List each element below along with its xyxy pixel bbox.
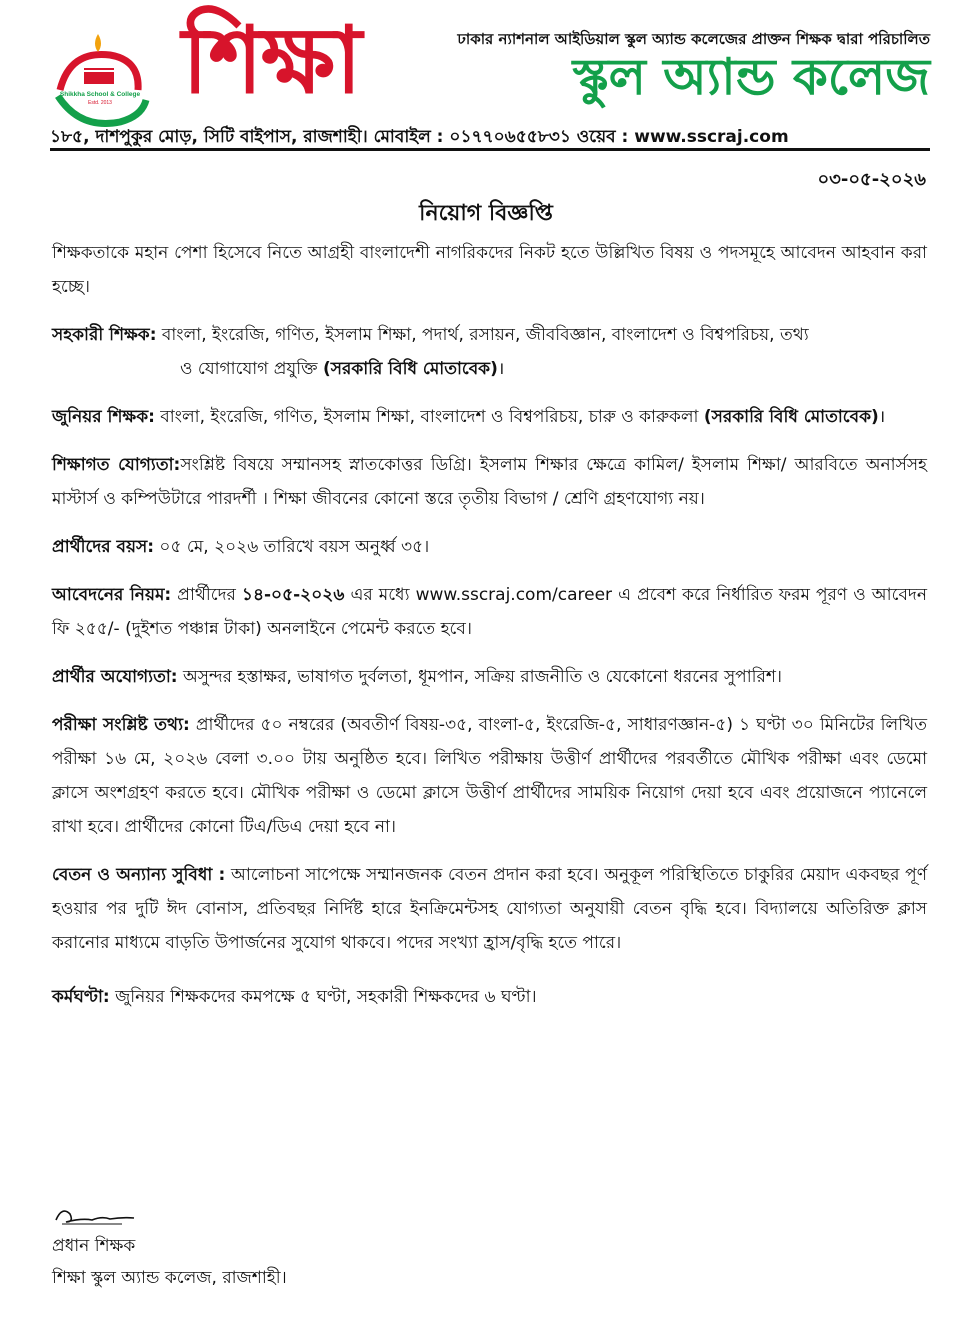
brand-subtitle: স্কুল অ্যান্ড কলেজ [572, 48, 930, 106]
intro-paragraph: শিক্ষকতাকে মহান পেশা হিসেবে নিতে আগ্রহী বাংলাদেশী নাগরিকদের নিকট হতে উল্লিখিত বিষয় ও পদসমূহে আবেদন আহবান করা হচ্ছে। [52, 243, 927, 297]
section-label: প্রার্থীর অযোগ্যতা: [52, 667, 178, 687]
qualification-section [52, 448, 927, 516]
signatory-institution: শিক্ষা স্কুল অ্যান্ড কলেজ, রাজশাহী। [52, 1268, 287, 1288]
assistant-teacher-section [52, 318, 927, 386]
signatory-designation: প্রধান শিক্ষক [52, 1236, 136, 1256]
section-text: জুনিয়র শিক্ষকদের কমপক্ষে ৫ ঘণ্টা, সহকারী শিক্ষকদের ৬ ঘণ্টা। [109, 987, 537, 1007]
application-section [52, 578, 927, 646]
section-text: আলোচনা সাপেক্ষে সম্মানজনক বেতন প্রদান করা হবে। অনুকূল পরিস্থিতিতে চাকুরির মেয়াদ একবছর পূর্ণ হওয়ার পর দুটি ঈদ বোনাস, প্রতিবছর নির্দিষ্ট হারে ইনক্রিমেন্টসহ যোগ্যতা অনুযায়ী বেতন বৃদ্ধি হবে। বিদ্যালয়ে অতিরিক্ত ক্লাস করানোর মাধ্যমে বাড়তি উপার্জনের সুযোগ থাকবে। পদের সংখ্যা হ্রাস/বৃদ্ধি হতে পারে। [52, 865, 927, 953]
section-text: বাংলা, ইংরেজি, গণিত, ইসলাম শিক্ষা, বাংলাদেশ ও বিশ্বপরিচয়, চারু ও কারুকলা [154, 407, 704, 427]
section-label: সহকারী শিক্ষক: [52, 325, 157, 345]
notice-title: নিয়োগ বিজ্ঞপ্তি [419, 201, 553, 226]
disqualification-section [52, 660, 927, 694]
notice-date: ০৩-০৫-২০২৬ [817, 169, 926, 190]
section-label: জুনিয়র শিক্ষক: [52, 407, 155, 427]
junior-teacher-section [52, 400, 927, 434]
section-text: ও যোগাযোগ প্রযুক্তি [180, 359, 323, 379]
section-text: প্রার্থীদের [171, 585, 242, 605]
logo-est: Estd. 2013 [88, 100, 112, 106]
section-text: এ প্রবেশ করে নির্ধারিত ফরম পূরণ ও আবেদন ফি ২৫৫/- (দুইশত পঞ্চান্ন টাকা) অনলাইনে পেমেন্ট করতে হবে। [52, 585, 927, 639]
section-label: প্রার্থীদের বয়স: [52, 537, 155, 557]
notice-body [52, 236, 927, 1028]
signature-mark [52, 1200, 142, 1230]
age-section [52, 530, 927, 564]
deadline-date: ১৪-০৫-২০২৬ [241, 585, 345, 605]
exam-section [52, 708, 927, 844]
brand-tagline: ঢাকার ন্যাশনাল আইডিয়াল স্কুল অ্যান্ড কলেজের প্রাক্তন শিক্ষক দ্বারা পরিচালিত [457, 30, 930, 48]
section-end: । [878, 407, 886, 427]
govt-rule-note: (সরকারি বিধি মোতাবেক) [703, 407, 879, 427]
section-text: সংশ্লিষ্ট বিষয়ে সম্মানসহ স্নাতকোত্তর ডিগ্রি। ইসলাম শিক্ষার ক্ষেত্রে কামিল/ ইসলাম শিক্ষা/ আরবিতে অনার্সসহ মাস্টার্স ও কম্পিউটারে পারদর্শী । শিক্ষা জীবনের কোনো স্তরে তৃতীয় বিভাগ / শ্রেণি গ্রহণযোগ্য নয়। [52, 455, 927, 509]
header-divider [50, 148, 930, 151]
section-label: শিক্ষাগত যোগ্যতা: [52, 455, 181, 475]
section-text: অসুন্দর হস্তাক্ষর, ভাষাগত দুর্বলতা, ধূমপান, সক্রিয় রাজনীতি ও যেকোনো ধরনের সুপারিশ। [177, 667, 782, 687]
working-hours-section [52, 980, 927, 1014]
signature-block [52, 1200, 287, 1294]
section-text: প্রার্থীদের ৫০ নম্বরের (অবতীর্ণ বিষয়-৩৫, বাংলা-৫, ইংরেজি-৫, সাধারণজ্ঞান-৫) ১ ঘণ্টা ৩০ মিনিটের লিখিত পরীক্ষা ১৬ মে, ২০২৬ বেলা ৩.০০ টায় অনুষ্ঠিত হবে। লিখিত পরীক্ষায় উত্তীর্ণ প্রার্থীদের পরবর্তীতে মৌখিক পরীক্ষা এবং ডেমো ক্লাসে অংশগ্রহণ করতে হবে। মৌখিক পরীক্ষা ও ডেমো ক্লাসে উত্তীর্ণ প্রার্থীদের সাময়িক নিয়োগ দেয়া হবে এবং প্রয়োজনে প্যানেলে রাখা হবে। প্রার্থীদের কোনো টিএ/ডিএ দেয়া হবে না। [52, 715, 927, 837]
section-label: বেতন ও অন্যান্য সুবিধা : [52, 865, 226, 885]
section-label: পরীক্ষা সংশ্লিষ্ট তথ্য: [52, 715, 190, 735]
govt-rule-note: (সরকারি বিধি মোতাবেক) [322, 359, 498, 379]
logo-text: Shikkha School & College [59, 91, 141, 98]
section-text: বাংলা, ইংরেজি, গণিত, ইসলাম শিক্ষা, পদার্থ, রসায়ন, জীববিজ্ঞান, বাংলাদেশ ও বিশ্বপরিচয়, তথ্য [156, 325, 809, 345]
salary-section [52, 858, 927, 960]
letterhead [50, 6, 930, 154]
section-text: ০৫ মে, ২০২৬ তারিখে বয়স অনুর্ধ্ব ৩৫। [154, 537, 430, 557]
career-url-link[interactable]: www.sscraj.com/career [415, 585, 613, 605]
contact-line: ১৮৫, দাশপুকুর মোড়, সিটি বাইপাস, রাজশাহী। মোবাইল : ০১৭৭০৬৫৫৮৩১ ওয়েব : www.sscraj.com [50, 127, 789, 147]
section-label: কর্মঘণ্টা: [52, 987, 110, 1007]
section-text: এর মধ্যে [344, 585, 416, 605]
school-logo [50, 30, 150, 132]
section-label: আবেদনের নিয়ম: [52, 585, 172, 605]
brand-name: শিক্ষা [182, 6, 360, 114]
section-end: । [497, 359, 505, 379]
